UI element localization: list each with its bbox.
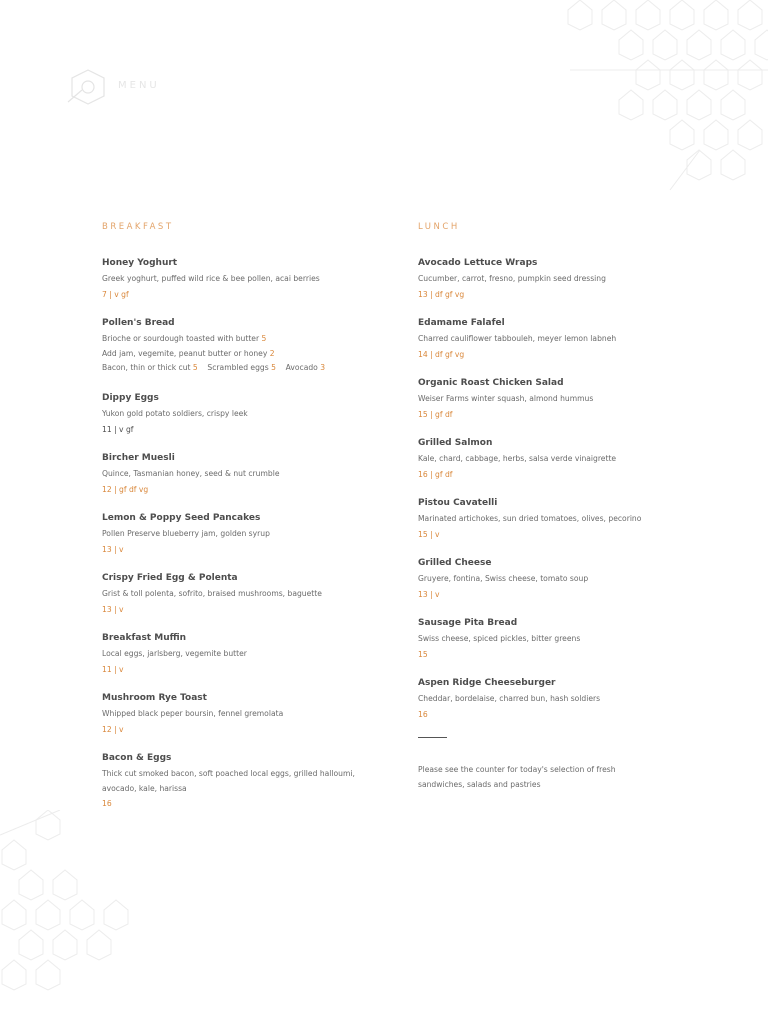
item-description: [102, 332, 372, 347]
menu-item: [102, 752, 372, 812]
menu-item: [418, 437, 688, 497]
item-price: 13 | df gf vg: [418, 289, 465, 299]
menu-item: [102, 317, 372, 392]
item-description: Thick cut smoked bacon, soft poached local eggs, grilled halloumi, avocado, kale, harissa: [102, 769, 355, 793]
item-description-text: Brioche or sourdough toasted with butter: [102, 334, 260, 343]
item-price: 15 | v: [418, 529, 440, 539]
menu-item: [102, 392, 372, 452]
item-name: Bircher Muesli: [102, 453, 175, 463]
item-description: Grist & toll polenta, sofrito, braised mushrooms, baguette: [102, 589, 322, 598]
item-name: Avocado Lettuce Wraps: [418, 258, 538, 268]
menu-item: [102, 632, 372, 692]
item-extra: [102, 347, 372, 362]
menu-item: [418, 677, 688, 737]
item-description: Cheddar, bordelaise, charred bun, hash soldiers: [418, 694, 601, 703]
item-name: Mushroom Rye Toast: [102, 693, 207, 703]
menu-item: [418, 497, 688, 557]
menu-label: MENU: [118, 80, 160, 91]
item-name: Pollen's Bread: [102, 318, 175, 328]
item-description: Kale, chard, cabbage, herbs, salsa verde vinaigrette: [418, 454, 617, 463]
item-name: Grilled Salmon: [418, 438, 493, 448]
item-price: 16: [418, 709, 428, 719]
item-price: 14 | df gf vg: [418, 349, 465, 359]
item-description: Yukon gold potato soldiers, crispy leek: [102, 409, 248, 418]
menu-item: [102, 572, 372, 632]
extra-price: 5: [271, 363, 276, 372]
hexagon-pattern-bottom: [0, 810, 130, 1000]
item-name: Dippy Eggs: [102, 393, 159, 403]
item-price: 13 | v: [418, 589, 440, 599]
item-price: 12 | v: [102, 724, 124, 734]
item-name: Edamame Falafel: [418, 318, 505, 328]
item-price: 13 | v: [102, 604, 124, 614]
item-description: Charred cauliflower tabbouleh, meyer lemon labneh: [418, 334, 617, 343]
lunch-column: [418, 222, 688, 737]
extra-text: Add jam, vegemite, peanut butter or honey: [102, 348, 268, 358]
item-name: Bacon & Eggs: [102, 753, 172, 763]
extra-text: Avocado: [285, 363, 318, 372]
menu-item: [102, 692, 372, 752]
item-price: 11 | v: [102, 664, 124, 674]
extra-price: 2: [269, 348, 275, 358]
item-description: Marinated artichokes, sun dried tomatoes, olives, pecorino: [418, 514, 642, 523]
item-extra-row: [102, 361, 372, 376]
extra-text: Scrambled eggs: [207, 363, 269, 372]
menu-item: [418, 317, 688, 377]
item-name: Grilled Cheese: [418, 558, 492, 568]
menu-item: [102, 452, 372, 512]
item-price: 15: [418, 649, 428, 659]
lunch-title: LUNCH: [418, 222, 460, 232]
item-price: 16 | gf df: [418, 469, 453, 479]
item-price: 13 | v: [102, 544, 124, 554]
menu-item: [102, 257, 372, 317]
hexagon-pattern-top: [540, 0, 768, 195]
breakfast-column: [102, 222, 372, 812]
item-price: 15 | gf df: [418, 409, 453, 419]
menu-item: [102, 512, 372, 572]
item-description: Pollen Preserve blueberry jam, golden syrup: [102, 529, 270, 538]
menu-item: [418, 557, 688, 617]
menu-item: [418, 257, 688, 317]
item-description: Quince, Tasmanian honey, seed & nut crumble: [102, 469, 280, 478]
item-name: Pistou Cavatelli: [418, 498, 498, 508]
hexagon-logo-icon: [66, 68, 110, 108]
item-price: 11 | v gf: [102, 424, 134, 434]
item-price: 16: [102, 799, 112, 808]
item-description: Weiser Farms winter squash, almond hummus: [418, 394, 594, 403]
menu-item: [418, 617, 688, 677]
item-description: Swiss cheese, spiced pickles, bitter greens: [418, 634, 581, 643]
extra-text: Bacon, thin or thick cut: [102, 363, 191, 372]
item-description: Gruyere, fontina, Swiss cheese, tomato soup: [418, 574, 589, 583]
item-name: Honey Yoghurt: [102, 258, 178, 268]
divider: [418, 737, 447, 738]
item-name: Breakfast Muffin: [102, 633, 187, 643]
item-description: Cucumber, carrot, fresno, pumpkin seed dressing: [418, 274, 606, 283]
item-name: Sausage Pita Bread: [418, 618, 518, 628]
item-price: 7 | v gf: [102, 289, 129, 299]
item-description-price: 5: [261, 334, 267, 343]
item-name: Aspen Ridge Cheeseburger: [418, 678, 556, 688]
counter-note: Please see the counter for today's selection of fresh sandwiches, salads and pastries: [418, 765, 616, 789]
breakfast-title: BREAKFAST: [102, 222, 174, 232]
item-name: Organic Roast Chicken Salad: [418, 378, 564, 388]
menu-item: [418, 377, 688, 437]
item-description: Local eggs, jarlsberg, vegemite butter: [102, 649, 247, 658]
item-price: 12 | gf df vg: [102, 484, 149, 494]
extra-price: 3: [320, 363, 326, 372]
item-description: Whipped black peper boursin, fennel gremolata: [102, 709, 284, 718]
item-name: Lemon & Poppy Seed Pancakes: [102, 513, 261, 523]
extra-price: 5: [192, 363, 198, 372]
item-description: Greek yoghurt, puffed wild rice & bee pollen, acai berries: [102, 274, 320, 283]
item-name: Crispy Fried Egg & Polenta: [102, 573, 238, 583]
